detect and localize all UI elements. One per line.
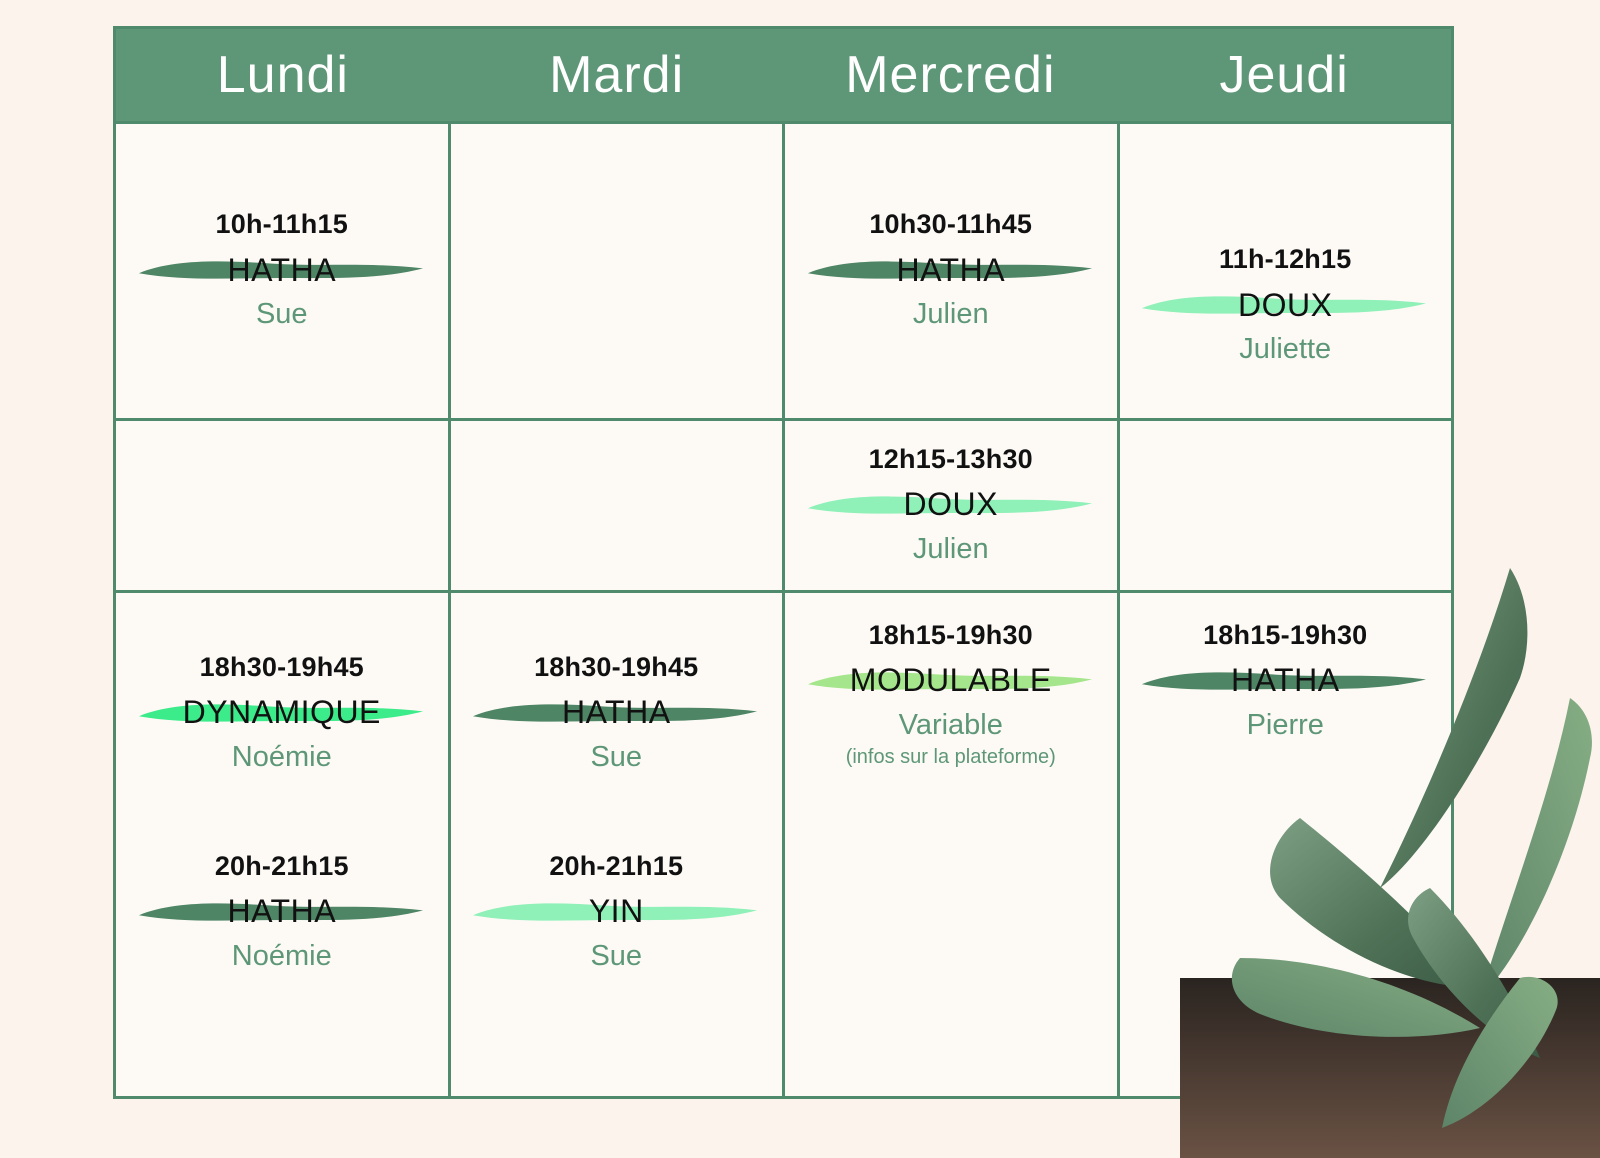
cell-lundi-morning — [116, 124, 451, 418]
class-name: DOUX — [1238, 286, 1333, 323]
day-header-lundi: Lundi — [216, 46, 349, 104]
class-teacher: Noémie — [231, 939, 332, 972]
day-header-mercredi: Mercredi — [845, 46, 1056, 104]
class-block[interactable] — [122, 653, 442, 774]
class-name-wrap — [1126, 657, 1446, 705]
class-name: HATHA — [561, 694, 671, 731]
schedule-row-evening — [116, 590, 1451, 1096]
schedule-header-row — [116, 29, 1451, 121]
class-block[interactable] — [457, 852, 777, 973]
class-time: 12h15-13h30 — [868, 443, 1033, 474]
cell-mardi-midday — [451, 421, 786, 590]
class-block[interactable] — [1126, 245, 1446, 366]
class-block[interactable] — [791, 445, 1111, 566]
class-teacher: Noémie — [231, 740, 332, 773]
class-name-wrap — [457, 689, 777, 737]
cell-mercredi-midday — [785, 421, 1120, 590]
class-block[interactable] — [1126, 621, 1446, 742]
class-teacher: Julien — [912, 532, 989, 565]
class-name-wrap — [1126, 281, 1446, 329]
cell-mercredi-evening — [785, 593, 1120, 1096]
class-time: 20h-21h15 — [549, 851, 684, 882]
schedule-row-morning — [116, 121, 1451, 418]
class-teacher: Sue — [590, 740, 643, 773]
day-header-jeudi: Jeudi — [1219, 46, 1349, 104]
class-name-wrap — [122, 246, 442, 294]
class-block[interactable] — [791, 621, 1111, 769]
class-time: 18h30-19h45 — [534, 652, 699, 682]
weekly-schedule-table — [113, 26, 1454, 1099]
day-header-mardi: Mardi — [549, 46, 685, 104]
class-block[interactable] — [457, 653, 777, 774]
class-name: HATHA — [227, 893, 337, 930]
cell-jeudi-midday — [1120, 421, 1452, 590]
class-teacher: Variable — [898, 708, 1003, 741]
class-block[interactable] — [122, 210, 442, 331]
class-teacher: Sue — [255, 298, 308, 331]
class-time: 10h30-11h45 — [869, 209, 1033, 240]
class-name-wrap — [457, 888, 777, 936]
class-teacher: Juliette — [1239, 333, 1332, 366]
class-name: MODULABLE — [849, 662, 1052, 699]
cell-lundi-midday — [116, 421, 451, 590]
class-time: 20h-21h15 — [214, 851, 349, 882]
class-name-wrap — [122, 888, 442, 936]
class-time: 10h-11h15 — [215, 209, 348, 240]
class-note: (infos sur la plateforme) — [845, 746, 1056, 769]
class-name: DYNAMIQUE — [182, 694, 381, 731]
cell-jeudi-morning — [1120, 124, 1452, 418]
class-name: HATHA — [1230, 662, 1340, 699]
class-time: 18h15-19h30 — [1203, 620, 1368, 650]
class-name: HATHA — [227, 251, 337, 288]
cell-lundi-evening — [116, 593, 451, 1096]
class-name: DOUX — [903, 486, 998, 523]
class-block[interactable] — [791, 210, 1111, 331]
schedule-body — [116, 121, 1451, 1096]
class-time: 18h15-19h30 — [868, 620, 1033, 650]
class-time: 18h30-19h45 — [199, 652, 364, 682]
schedule-row-midday — [116, 418, 1451, 590]
class-name: HATHA — [896, 251, 1006, 288]
class-name-wrap — [791, 246, 1111, 294]
class-name-wrap — [791, 657, 1111, 705]
class-name-wrap — [122, 689, 442, 737]
class-name-wrap — [791, 481, 1111, 529]
cell-mardi-morning — [451, 124, 786, 418]
class-teacher: Pierre — [1246, 708, 1324, 741]
cell-jeudi-evening — [1120, 593, 1452, 1096]
class-block[interactable] — [122, 852, 442, 973]
class-name: YIN — [588, 893, 644, 930]
cell-mercredi-morning — [785, 124, 1120, 418]
class-time: 11h-12h15 — [1219, 244, 1352, 275]
class-teacher: Julien — [912, 298, 989, 331]
class-teacher: Sue — [590, 939, 643, 972]
cell-mardi-evening — [451, 593, 786, 1096]
